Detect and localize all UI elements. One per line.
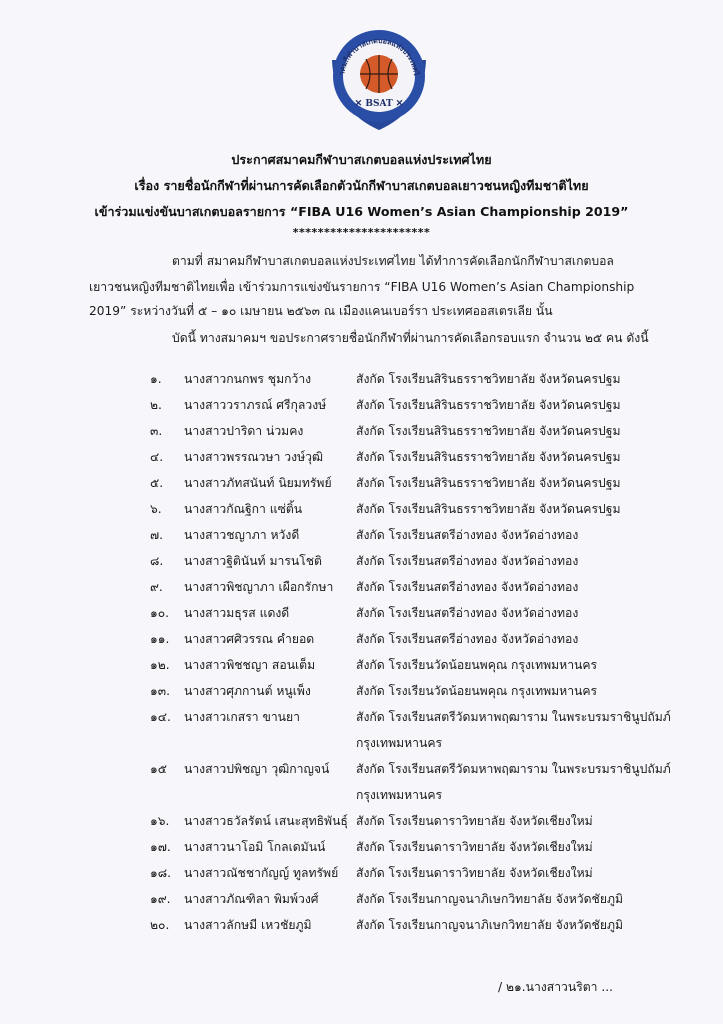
player-number: ๑๓. (150, 684, 170, 698)
player-name: นางสาวนาโอมิ โกลเดมันน์ (184, 840, 326, 854)
player-name: นางสาวชญาภา หวังดี (184, 528, 300, 542)
player-name: นางสาวศศิวรรณ คำยอด (184, 632, 315, 646)
player-affiliation: สังกัด โรงเรียนสตรีอ่างทอง จังหวัดอ่างทอง (356, 554, 579, 568)
separator-stars: ********************** (292, 226, 431, 239)
player-number: ๑. (150, 372, 162, 386)
basketball-logo-icon (324, 20, 434, 132)
body-line-1: ตามที่ สมาคมกีฬาบาสเกตบอลแห่งประเทศไทย ได้ทำการคัดเลือกนักกีฬาบาสเกตบอล (172, 254, 614, 268)
player-affiliation: สังกัด โรงเรียนดาราวิทยาลัย จังหวัดเชียงใหม่ (356, 814, 593, 828)
player-name: นางสาวฐิตินันท์ มารนโชติ (184, 554, 322, 568)
player-affiliation: สังกัด โรงเรียนสตรีวัดมหาพฤฒาราม ในพระบรมราชินูปถัมภ์ (356, 710, 671, 724)
svg-text:✕ BSAT ✕: ✕ BSAT ✕ (354, 99, 404, 109)
player-number: ๖. (150, 502, 162, 516)
player-affiliation: สังกัด โรงเรียนสิรินธรราชวิทยาลัย จังหวัดนครปฐม (356, 424, 621, 438)
player-name: นางสาวภัทสนันท์ นิยมทรัพย์ (184, 476, 332, 490)
player-name: นางสาวกนกพร ชุมกว้าง (184, 372, 312, 386)
player-name: นางสาวกัณฐิกา แซ่ติ้น (184, 502, 303, 516)
player-number: ๑๙. (150, 892, 171, 906)
player-number: ๓. (150, 424, 163, 438)
body-line-3: 2019” ระหว่างวันที่ ๕ – ๑๐ เมษายน ๒๕๖๓ ณ เมืองแคนเบอร์รา ประเทศออสเตรเลีย นั้น (89, 304, 553, 318)
player-affiliation: สังกัด โรงเรียนดาราวิทยาลัย จังหวัดเชียงใหม่ (356, 866, 593, 880)
player-name: นางสาวภัณฑิลา พิมพ์วงศ์ (184, 892, 319, 906)
player-name: นางสาวเกสรา ขานยา (184, 710, 300, 724)
player-affiliation: สังกัด โรงเรียนวัดน้อยนพคุณ กรุงเทพมหานคร (356, 684, 598, 698)
player-number: ๙. (150, 580, 163, 594)
player-name: นางสาวลักษมี เหวชัยภูมิ (184, 918, 312, 932)
player-affiliation: สังกัด โรงเรียนสตรีอ่างทอง จังหวัดอ่างทอง (356, 528, 579, 542)
body-line-2: เยาวชนหญิงทีมชาติไทยเพื่อ เข้าร่วมการแข่งขันรายการ “FIBA U16 Women’s Asian Championship (89, 280, 635, 294)
player-affiliation: สังกัด โรงเรียนสิรินธรราชวิทยาลัย จังหวัดนครปฐม (356, 502, 621, 516)
svg-text:สมาคมกีฬาบาสเกตบอลแห่งประเทศไท: าคมกีฬาบาสเกตบอลแห่งประเทศไ (337, 35, 421, 77)
player-number: ๑๒. (150, 658, 170, 672)
player-number: ๑๘. (150, 866, 172, 880)
player-affiliation: สังกัด โรงเรียนสิรินธรราชวิทยาลัย จังหวัดนครปฐม (356, 398, 621, 412)
announcement-subject-line2: เข้าร่วมแข่งขันบาสเกตบอลรายการ “FIBA U16 Women’s Asian Championship 2019” (94, 204, 629, 219)
player-affiliation: สังกัด โรงเรียนวัดน้อยนพคุณ กรุงเทพมหานคร (356, 658, 598, 672)
player-number: ๒. (150, 398, 162, 412)
player-number: ๔. (150, 450, 164, 464)
player-number: ๑๖. (150, 814, 170, 828)
player-number: ๑๑. (150, 632, 170, 646)
player-name: นางสาวปพิชญา วุฒิกาญจน์ (184, 762, 330, 776)
continuation-note: / ๒๑.นางสาวนริตา ... (498, 980, 614, 994)
player-affiliation: สังกัด โรงเรียนสิรินธรราชวิทยาลัย จังหวัดนครปฐม (356, 476, 621, 490)
announcement-title: ประกาศสมาคมกีฬาบาสเกตบอลแห่งประเทศไทย (231, 152, 492, 167)
player-affiliation-continued: กรุงเทพมหานคร (356, 788, 443, 802)
player-affiliation: สังกัด โรงเรียนกาญจนาภิเษกวิทยาลัย จังหวัดชัยภูมิ (356, 918, 624, 932)
player-number: ๑๔. (150, 710, 171, 724)
player-name: นางสาวพิชชญา สอนเต็ม (184, 658, 316, 672)
player-affiliation-continued: กรุงเทพมหานคร (356, 736, 443, 750)
player-affiliation: สังกัด โรงเรียนสตรีอ่างทอง จังหวัดอ่างทอง (356, 606, 579, 620)
player-name: นางสาวปาริดา น่วมคง (184, 424, 304, 438)
player-number: ๒๐. (150, 918, 170, 932)
player-name: นางสาวณัชชากัญญ์ ทูลทรัพย์ (184, 866, 339, 880)
player-number: ๘. (150, 554, 164, 568)
player-name: นางสาวพรรณวษา วงษ์วุฒิ (184, 450, 323, 464)
player-number: ๑๕ (150, 762, 167, 776)
player-affiliation: สังกัด โรงเรียนกาญจนาภิเษกวิทยาลัย จังหวัดชัยภูมิ (356, 892, 624, 906)
player-name: นางสาวมธุรส แดงดี (184, 606, 290, 620)
player-name: นางสาววราภรณ์ ศรีกุลวงษ์ (184, 398, 327, 412)
player-affiliation: สังกัด โรงเรียนสตรีวัดมหาพฤฒาราม ในพระบรมราชินูปถัมภ์ (356, 762, 671, 776)
player-number: ๑๗. (150, 840, 171, 854)
player-number: ๗. (150, 528, 164, 542)
player-affiliation: สังกัด โรงเรียนสิรินธรราชวิทยาลัย จังหวัดนครปฐม (356, 450, 621, 464)
player-affiliation: สังกัด โรงเรียนสตรีอ่างทอง จังหวัดอ่างทอง (356, 580, 579, 594)
announcement-subject: เรื่อง รายชื่อนักกีฬาที่ผ่านการคัดเลือกตัวนักกีฬาบาสเกตบอลเยาวชนหญิงทีมชาติไทย (134, 178, 589, 193)
player-name: นางสาวพิชญาภา เผือกรักษา (184, 580, 334, 594)
body-line-4: บัดนี้ ทางสมาคมฯ ขอประกาศรายชื่อนักกีฬาที่ผ่านการคัดเลือกรอบแรก จำนวน ๒๕ คน ดังนี้ (172, 331, 649, 345)
player-affiliation: สังกัด โรงเรียนสตรีอ่างทอง จังหวัดอ่างทอง (356, 632, 579, 646)
bsat-logo (324, 20, 434, 132)
player-number: ๑๐. (150, 606, 170, 620)
player-affiliation: สังกัด โรงเรียนดาราวิทยาลัย จังหวัดเชียงใหม่ (356, 840, 593, 854)
player-name: นางสาวธวัลรัตน์ เสนะสุทธิพันธุ์ (184, 814, 348, 828)
player-number: ๕. (150, 476, 164, 490)
player-affiliation: สังกัด โรงเรียนสิรินธรราชวิทยาลัย จังหวัดนครปฐม (356, 372, 621, 386)
player-name: นางสาวศุภกานต์ หนูเพ็ง (184, 684, 311, 698)
